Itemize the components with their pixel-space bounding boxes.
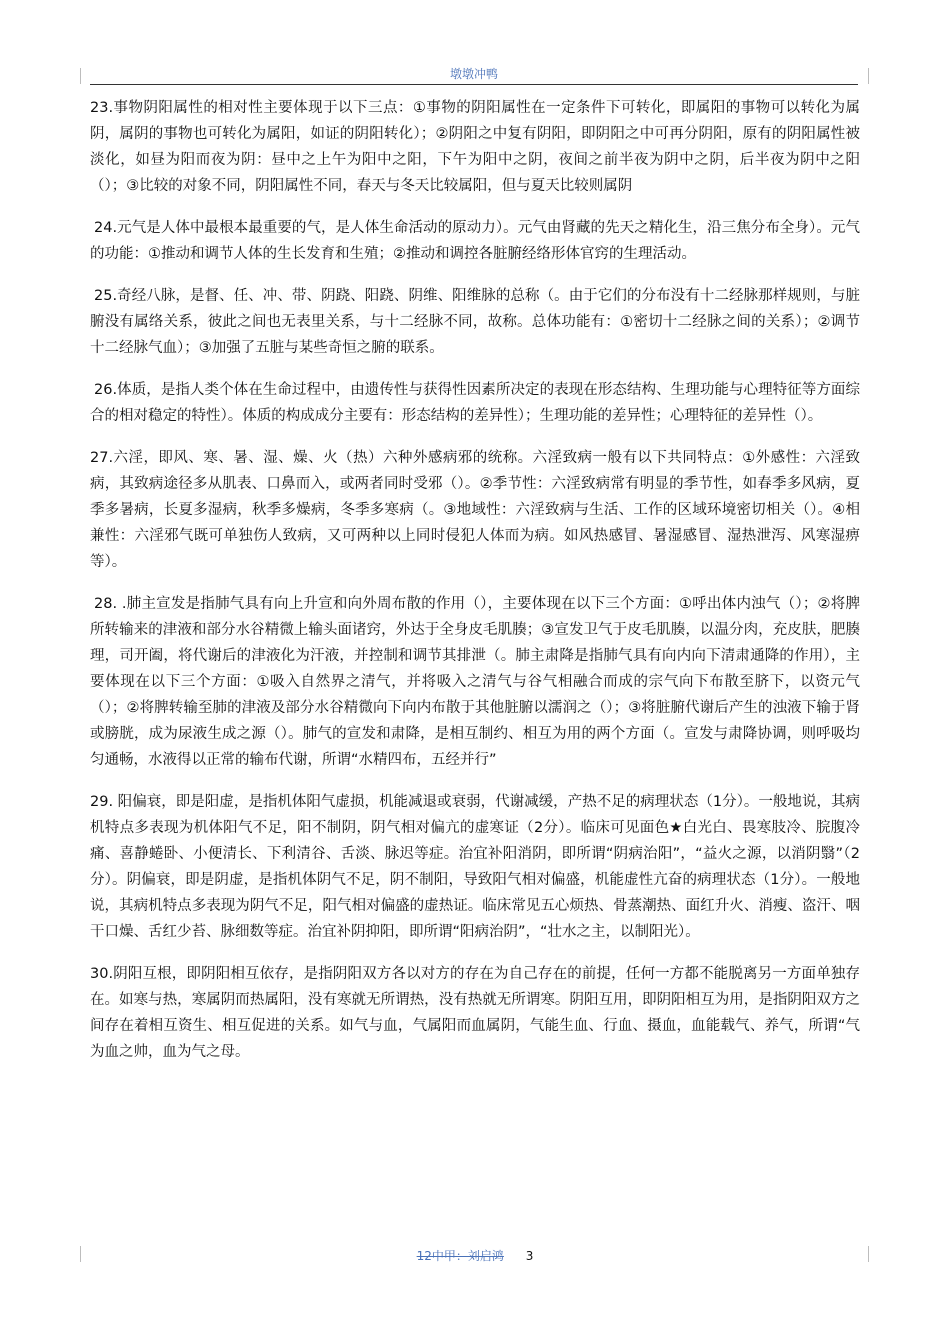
paragraph-27: 27.六淫，即风、寒、暑、湿、燥、火（热）六种外感病邪的统称。六淫致病一般有以下共同特点：①外感性：六淫致病，其致病途径多从肌表、口鼻而入，或两者同时受邪（）。②季节性：六淫致病常有明显的季节性，如春季多风病，夏季多暑病，长夏多湿病，秋季多燥病，冬季多寒病（。③地域性：六淫致病与生活、工作的区域环境密切相关（）。④相兼性：六淫邪气既可单独伤人致病，又可两种以上同时侵犯人体而为病。如风热感冒、暑湿感冒、湿热泄泻、风寒湿痹等）。 — [90, 450, 860, 570]
paragraph-29: 29. 阳偏衰，即是阳虚，是指机体阳气虚损，机能减退或衰弱，代谢减缓，产热不足的病理状态（1分）。一般地说，其病机特点多表现为机体阳气不足，阳不制阴，阴气相对偏亢的虚寒证（2分）。临床可见面色★白光白、畏寒肢冷、脘腹冷痛、喜静蜷卧、小便清长、下利清谷、舌淡、脉迟等症。治宜补阳消阴，即所谓“阴病治阳”，“益火之源，以消阴翳”（2分）。阴偏衰，即是阴虚，是指机体阴气不足，阴不制阳，导致阳气相对偏盛，机能虚性亢奋的病理状态（1分）。一般地说，其病机特点多表现为阴气不足，阳气相对偏盛的虚热证。临床常见五心烦热、骨蒸潮热、面红升火、消瘦、盗汗、咽干口燥、舌红少苔、脉细数等症。治宜补阴抑阳，即所谓“阳病治阴”，“壮水之主，以制阳光）。 — [90, 794, 860, 940]
paragraph-26: 26.体质，是指人类个体在生命过程中，由遗传性与获得性因素所决定的表现在形态结构、生理功能与心理特征等方面综合的相对稳定的特性）。体质的构成成分主要有：形态结构的差异性）；生理功能的差异性；心理特征的差异性（）。 — [90, 382, 860, 424]
document-body — [90, 95, 860, 1081]
paragraph-30: 30.阴阳互根，即阴阳相互依存，是指阴阳双方各以对方的存在为自己存在的前提，任何一方都不能脱离另一方面单独存在。如寒与热，寒属阴而热属阳，没有寒就无所谓热，没有热就无所谓寒。阴阳互用，即阴阳相互为用，是指阴阳双方之间存在着相互资生、相互促进的关系。如气与血，气属阳而血属阴，气能生血、行血、摄血，血能载气、养气，所谓“气为血之帅，血为气之母。 — [90, 966, 860, 1060]
page-footer — [0, 1248, 950, 1264]
footer-author: 12中甲：刘启鸿 — [416, 1249, 504, 1263]
paragraph-24: 24.元气是人体中最根本最重要的气，是人体生命活动的原动力）。元气由肾藏的先天之精化生，沿三焦分布全身）。元气的功能：①推动和调节人体的生长发育和生殖；②推动和调控各脏腑经络形体官窍的生理活动。 — [90, 220, 860, 262]
paragraph-28: 28. .肺主宣发是指肺气具有向上升宣和向外周布散的作用（），主要体现在以下三个方面：①呼出体内浊气（）；②将脾所转输来的津液和部分水谷精微上输头面诸窍，外达于全身皮毛肌腠；③宣发卫气于皮毛肌腠，以温分肉，充皮肤，肥腠理，司开阖，将代谢后的津液化为汗液，并控制和调节其排泄（。肺主肃降是指肺气具有向内向下清肃通降的作用），主要体现在以下三个方面：①吸入自然界之清气，并将吸入之清气与谷气相融合而成的宗气向下布散至脐下，以资元气（）；②将脾转输至肺的津液及部分水谷精微向下向内布散于其他脏腑以濡润之（）；③将脏腑代谢后产生的浊液下输于肾或膀胱，成为尿液生成之源（）。肺气的宣发和肃降，是相互制约、相互为用的两个方面（。宣发与肃降协调，则呼吸均匀通畅，水液得以正常的输布代谢，所谓“水精四布，五经并行” — [90, 596, 860, 768]
header-rule — [90, 84, 858, 85]
page-number: 3 — [525, 1249, 534, 1263]
page-header: 墩墩冲鸭 — [449, 67, 498, 81]
paragraph-25: 25.奇经八脉，是督、任、冲、带、阴跷、阳跷、阴维、阳维脉的总称（。由于它们的分布没有十二经脉那样规则，与脏腑没有属络关系，彼此之间也无表里关系，与十二经脉不同，故称。总体功能有：①密切十二经脉之间的关系）；②调节十二经脉气血）；③加强了五脏与某些奇恒之腑的联系。 — [90, 288, 860, 356]
crop-mark-top-left — [80, 68, 81, 84]
paragraph-23: 23.事物阴阳属性的相对性主要体现于以下三点：①事物的阴阳属性在一定条件下可转化，即属阳的事物可以转化为属阴，属阴的事物也可转化为属阳，如证的阴阳转化）；②阴阳之中复有阴阳，即阴阳之中可再分阴阳，原有的阴阳属性被淡化，如昼为阳而夜为阴：昼中之上午为阳中之阳，下午为阳中之阴，夜间之前半夜为阴中之阴，后半夜为阴中之阳（）；③比较的对象不同，阴阳属性不同，春天与冬天比较属阳，但与夏天比较则属阴 — [90, 100, 860, 194]
crop-mark-top-right — [868, 68, 869, 84]
